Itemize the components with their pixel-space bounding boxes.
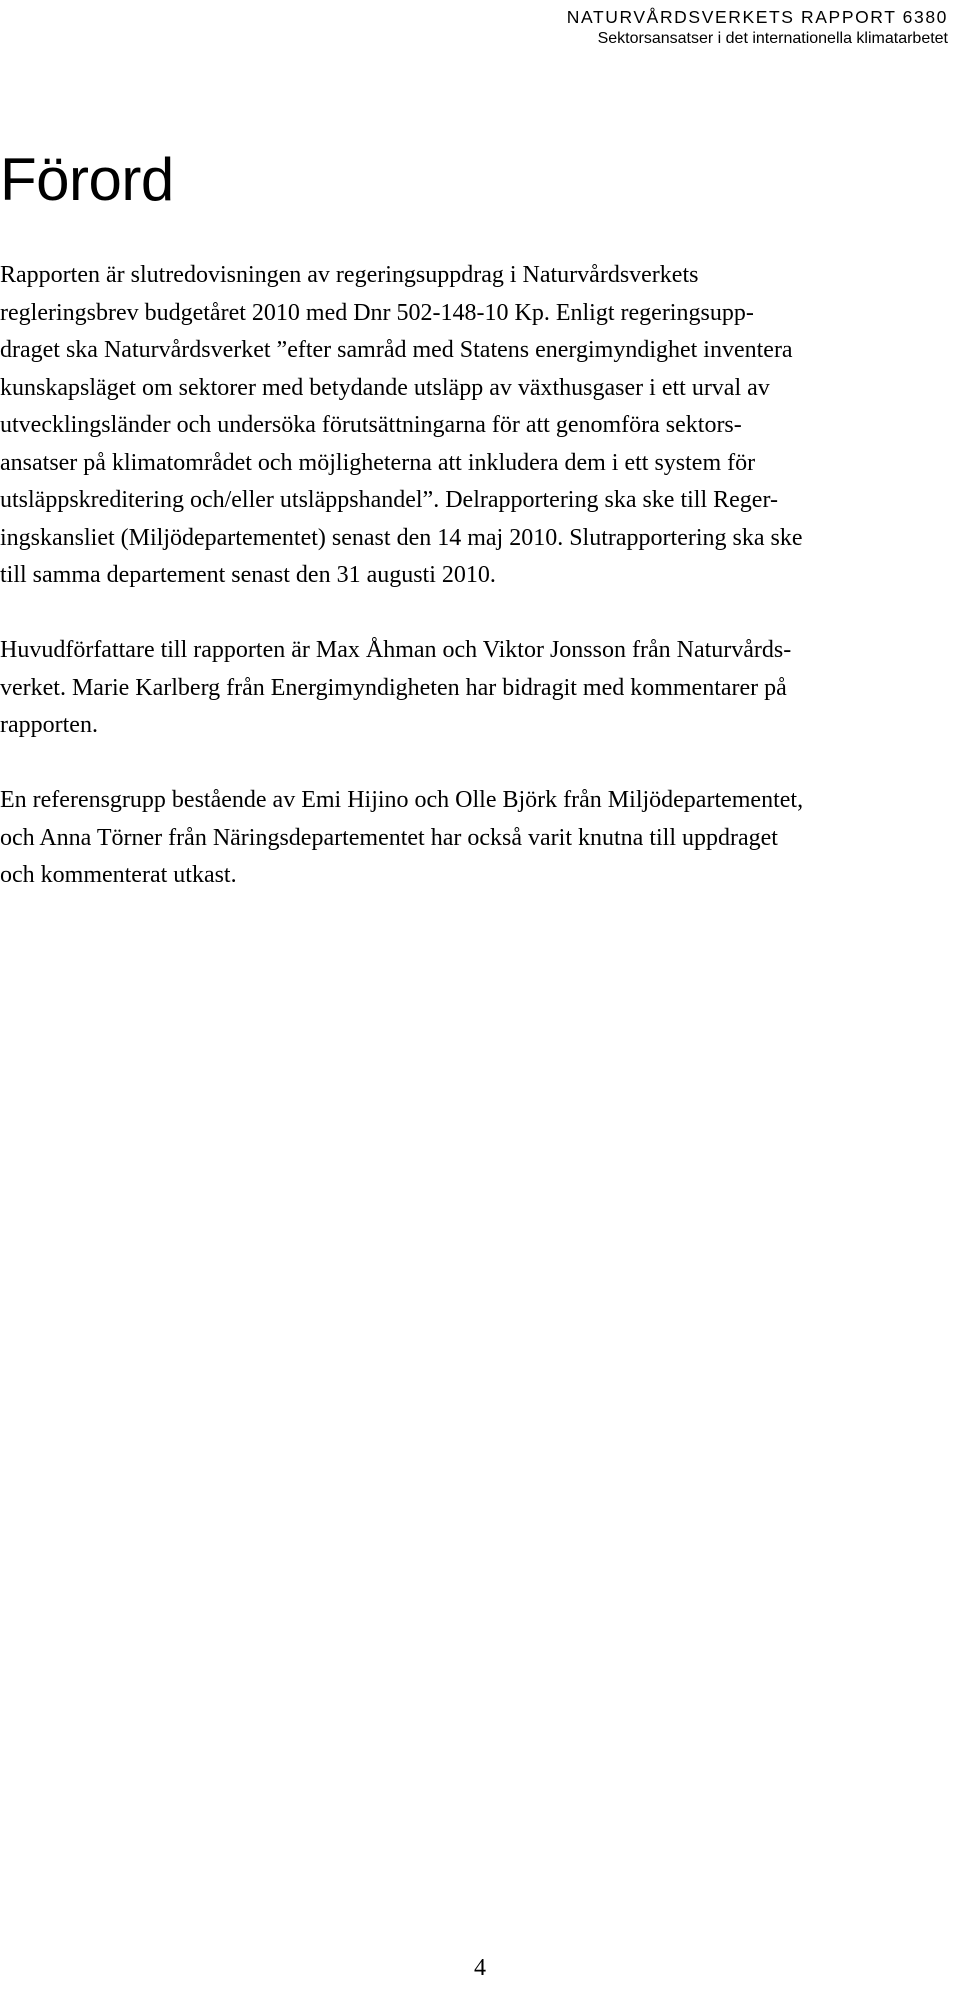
text-line: regleringsbrev budgetåret 2010 med Dnr 502-148-10 Kp. Enligt regeringsupp- — [0, 299, 754, 326]
running-header — [567, 6, 948, 50]
page-title: Förord — [0, 146, 174, 213]
report-series: NATURVÅRDSVERKETS RAPPORT 6380 — [566, 7, 948, 27]
text-line: utvecklingsländer och undersöka förutsättningarna för att genomföra sektors- — [0, 412, 742, 438]
text-line: ansatser på klimatområdet och möjligheterna att inkludera dem i ett system för — [0, 449, 756, 476]
text-line: kunskapsläget om sektorer med betydande utsläpp av växthusgaser i ett urval av — [0, 374, 770, 401]
text-line: rapporten. — [0, 712, 98, 738]
text-line: till samma departement senast den 31 augusti 2010. — [0, 562, 496, 588]
text-line: utsläppskreditering och/eller utsläppshandel”. Delrapportering ska ske till Reger- — [0, 487, 778, 513]
text-line: Huvudförfattare till rapporten är Max Åhman och Viktor Jonsson från Naturvårds- — [0, 637, 792, 663]
report-subtitle: Sektorsansatser i det internationella klimatarbetet — [597, 30, 948, 47]
body-text — [0, 257, 958, 932]
text-line: och kommenterat utkast. — [0, 862, 237, 888]
text-line: ingskansliet (Miljödepartementet) senast den 14 maj 2010. Slutrapportering ska ske — [0, 524, 803, 551]
page-number: 4 — [474, 1955, 486, 1981]
text-line: En referensgrupp bestående av Emi Hijino och Olle Björk från Miljödepartementet, — [0, 787, 804, 813]
text-line: verket. Marie Karlberg från Energimyndigheten har bidragit med kommentarer på — [0, 674, 787, 701]
paragraph — [0, 632, 958, 745]
text-line: och Anna Törner från Näringsdepartementet har också varit knutna till uppdraget — [0, 824, 778, 851]
text-line: draget ska Naturvårdsverket ”efter samråd med Statens energimyndighet inventera — [0, 337, 793, 363]
paragraph — [0, 257, 958, 595]
paragraph — [0, 782, 958, 895]
text-line: Rapporten är slutredovisningen av regeringsuppdrag i Naturvårdsverkets — [0, 262, 699, 288]
